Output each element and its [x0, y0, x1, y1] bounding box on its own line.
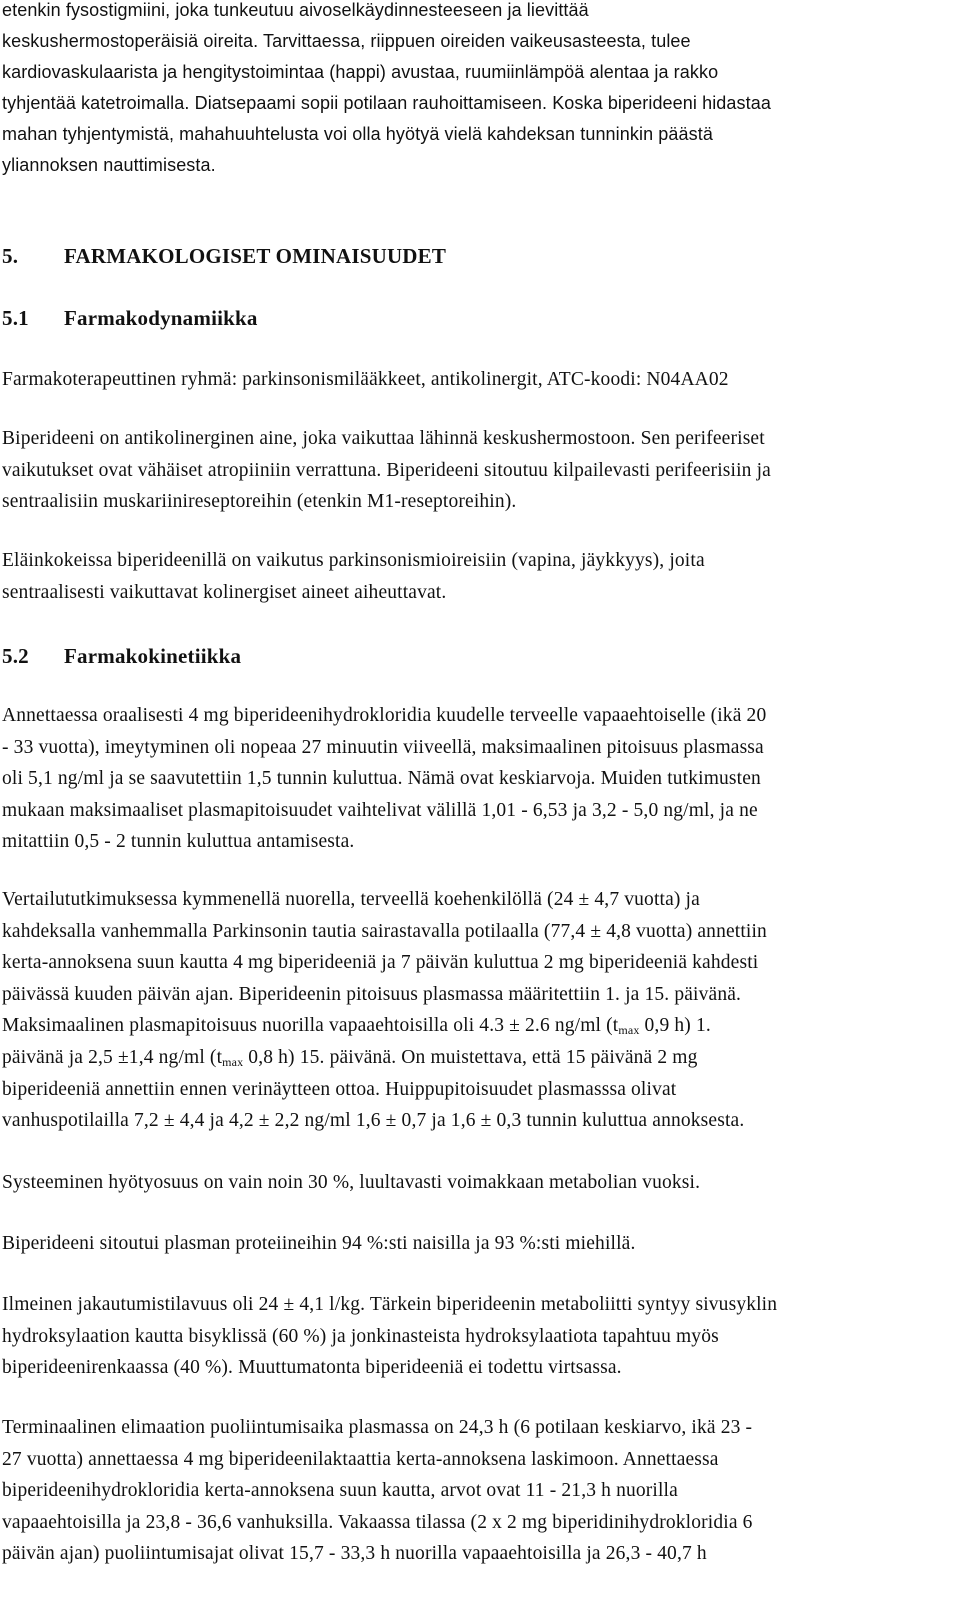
text-line: mitattiin 0,5 - 2 tunnin kuluttua antamisesta.	[2, 831, 355, 853]
text-line: mukaan maksimaaliset plasmapitoisuudet vaihtelivat välillä 1,01 - 6,53 ja 3,2 - 5,0 ng/ml, ja ne	[2, 799, 758, 821]
text-line: tyhjentää katetroimalla. Diatsepaami sopii potilaan rauhoittamiseen. Koska biperideeni hidastaa	[2, 93, 771, 113]
text-line: päivän ajan) puoliintumisajat olivat 15,7 - 33,3 h nuorilla vapaaehtoisilla ja 26,3 - 40,7 h	[2, 1543, 707, 1565]
text-segment: päivänä ja 2,5 ±1,4 ng/ml (t	[2, 1046, 223, 1068]
intro-paragraph	[2, 0, 952, 181]
text-line: Biperideeni on antikolinerginen aine, joka vaikuttaa lähinnä keskushermostoon. Sen perifeeriset	[2, 428, 765, 449]
text-line: Biperideeni sitoutui plasman proteiineihin 94 %:sti naisilla ja 93 %:sti miehillä.	[2, 1233, 636, 1254]
text-line: biperideeniä annettiin ennen verinäytteen ottoa. Huippupitoisuudet plasmasssa olivat	[2, 1078, 677, 1100]
text-line: päivässä kuuden päivän ajan. Biperideenin pitoisuus plasmassa määritettiin 1. ja 15. päivänä.	[2, 983, 742, 1005]
paragraph-anticholinergic	[2, 423, 952, 518]
text-line: vanhuspotilailla 7,2 ± 4,4 ja 4,2 ± 2,2 ng/ml 1,6 ± 0,7 ja 1,6 ± 0,3 tunnin kuluttua annoksesta.	[2, 1110, 745, 1132]
paragraph-atc	[2, 364, 952, 396]
paragraph-animal-studies	[2, 545, 952, 608]
subscript: max	[222, 1054, 244, 1069]
text-line: Annettaessa oraalisesti 4 mg biperideenihydrokloridia kuudelle terveelle vapaaehtoiselle (ikä 20	[2, 705, 767, 726]
text-line: sentraalisesti vaikuttavat kolinergiset aineet aiheuttavat.	[2, 581, 447, 603]
text-line: Systeeminen hyötyosuus on vain noin 30 %, luultavasti voimakkaan metabolian vuoksi.	[2, 1172, 701, 1193]
paragraph-bioavailability	[2, 1167, 952, 1199]
text-segment: 0,9 h) 1.	[639, 1015, 711, 1037]
text-line: - 33 vuotta), imeytyminen oli nopeaa 27 minuutin viiveellä, maksimaalinen pitoisuus plasmassa	[2, 736, 764, 758]
paragraph-distribution	[2, 1289, 952, 1384]
paragraph-oral-administration	[2, 700, 952, 858]
paragraph-protein-binding	[2, 1228, 952, 1260]
text-line: vapaaehtoisilla ja 23,8 - 36,6 vanhuksilla. Vakaassa tilassa (2 x 2 mg biperidinihydrokloridia 6	[2, 1511, 753, 1533]
text-line	[2, 1010, 952, 1042]
text-line: oli 5,1 ng/ml ja se saavutettiin 1,5 tunnin kuluttua. Nämä ovat keskiarvoja. Muiden tutkimusten	[2, 768, 761, 790]
section-number: 5.	[2, 244, 19, 268]
text-line: biperideenirenkaassa (40 %). Muuttumatonta biperideeniä ei todettu virtsassa.	[2, 1357, 622, 1379]
text-line: Terminaalinen elimaation puoliintumisaika plasmassa on 24,3 h (6 potilaan keskiarvo, ikä 23 -	[2, 1417, 753, 1438]
paragraph-comparative-study	[2, 884, 952, 1137]
text-line: etenkin fysostigmiini, joka tunkeutuu aivoselkäydinnesteeseen ja lievittää	[2, 0, 589, 20]
text-line: kahdeksalla vanhemmalla Parkinsonin tautia sairastavalla potilaalla (77,4 ± 4,8 vuotta) annettiin	[2, 920, 767, 942]
text-line: kardiovaskulaarista ja hengitystoimintaa (happi) avustaa, ruumiinlämpöä alentaa ja rakko	[2, 62, 719, 82]
section-heading-5	[2, 242, 446, 270]
text-line: yliannoksen nauttimisesta.	[2, 155, 216, 175]
section-title: Farmakokinetiikka	[64, 644, 242, 668]
text-line: Farmakoterapeuttinen ryhmä: parkinsonismilääkkeet, antikolinergit, ATC-koodi: N04AA02	[2, 369, 729, 390]
text-line: Eläinkokeissa biperideenillä on vaikutus parkinsonismioireisiin (vapina, jäykkyys), joita	[2, 550, 705, 571]
section-title: Farmakodynamiikka	[64, 306, 258, 330]
section-number: 5.1	[2, 306, 29, 330]
text-line: biperideenihydrokloridia kerta-annoksena suun kautta, arvot ovat 11 - 21,3 h nuorilla	[2, 1480, 678, 1502]
text-line: Ilmeinen jakautumistilavuus oli 24 ± 4,1 l/kg. Tärkein biperideenin metaboliitti syntyy sivusyklin	[2, 1294, 778, 1315]
section-heading-5-1	[2, 304, 258, 332]
section-heading-5-2	[2, 642, 241, 670]
text-line: 27 vuotta) annettaessa 4 mg biperideenilaktaattia kerta-annoksena laskimoon. Annettaessa	[2, 1448, 719, 1470]
text-line: mahan tyhjentymistä, mahahuuhtelusta voi olla hyötyä vielä kahdeksan tunninkin päästä	[2, 124, 713, 144]
section-title: FARMAKOLOGISET OMINAISUUDET	[64, 244, 447, 268]
text-segment: Maksimaalinen plasmapitoisuus nuorilla vapaaehtoisilla oli 4.3 ± 2.6 ng/ml (t	[2, 1015, 619, 1037]
text-line: keskushermostoperäisiä oireita. Tarvittaessa, riippuen oireiden vaikeusasteesta, tulee	[2, 31, 691, 51]
text-segment: 0,8 h) 15. päivänä. On muistettava, että 15 päivänä 2 mg	[243, 1046, 698, 1068]
text-line: vaikutukset ovat vähäiset atropiiniin verrattuna. Biperideeni sitoutuu kilpailevasti perifeerisiin ja	[2, 459, 771, 481]
section-number: 5.2	[2, 644, 29, 668]
paragraph-terminal-half-life	[2, 1412, 952, 1570]
text-line: hydroksylaation kautta bisyklissä (60 %) ja jonkinasteista hydroksylaatiota tapahtuu myös	[2, 1325, 719, 1347]
text-line: sentraalisiin muskariinireseptoreihin (etenkin M1-reseptoreihin).	[2, 491, 517, 513]
text-line	[2, 1042, 952, 1074]
subscript: max	[618, 1023, 640, 1038]
text-line: kerta-annoksena suun kautta 4 mg biperideeniä ja 7 päivän kuluttua 2 mg biperideeniä kahdesti	[2, 952, 759, 974]
text-line: Vertailututkimuksessa kymmenellä nuorella, terveellä koehenkilöllä (24 ± 4,7 vuotta) ja	[2, 889, 700, 910]
